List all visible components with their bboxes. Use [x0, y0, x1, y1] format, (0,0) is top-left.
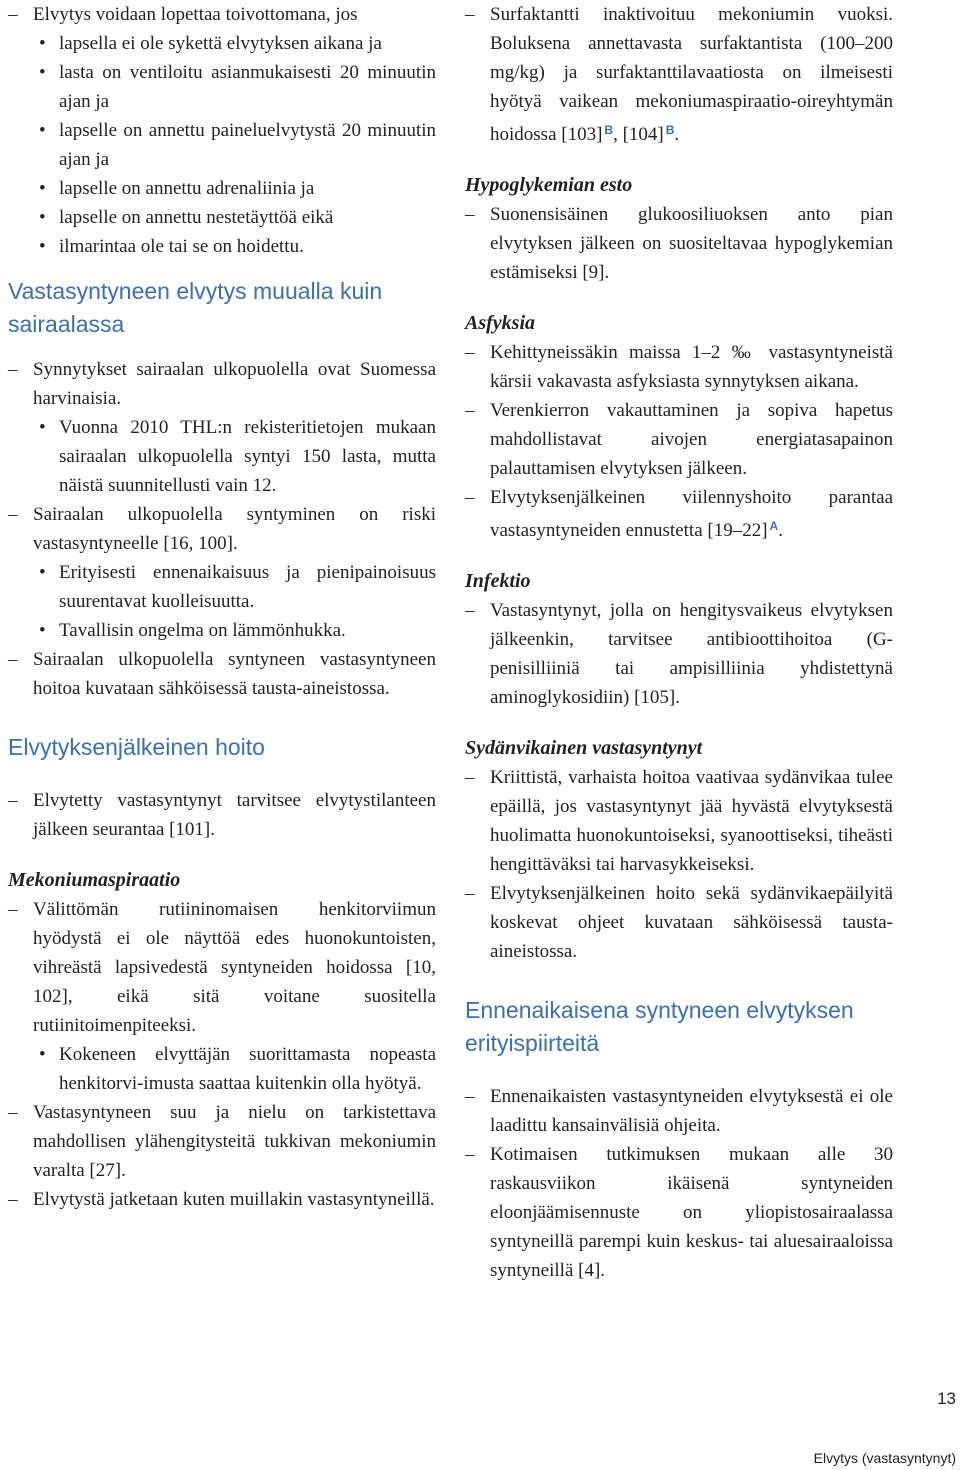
- dash-marker: –: [8, 4, 18, 25]
- right-column: [465, 0, 893, 1285]
- bullet-marker: •: [39, 178, 46, 199]
- list-item: [465, 200, 893, 287]
- bullet-item: [8, 29, 436, 58]
- left-column: [8, 0, 436, 1214]
- dash-marker: –: [465, 1144, 475, 1165]
- bullet-item: [8, 116, 436, 174]
- dash-marker: –: [465, 204, 475, 225]
- bullet-text: ilmarintaa ole tai se on hoidettu.: [59, 236, 304, 257]
- list-item: [465, 763, 893, 879]
- dash-marker: –: [8, 899, 18, 920]
- bullet-text: lapselle on annettu nestetäyttöä eikä: [59, 207, 334, 228]
- bullet-text: lapselle on annettu adrenaliinia ja: [59, 178, 315, 199]
- dash-marker: –: [465, 487, 475, 508]
- list-item: [465, 338, 893, 396]
- section-heading: Ennenaikaisena syntyneen elvytyksen erityispiirteitä: [465, 997, 854, 1056]
- dash-marker: –: [8, 790, 18, 811]
- bullet-marker: •: [39, 620, 46, 641]
- dash-marker: –: [465, 1086, 475, 1107]
- bullet-marker: •: [39, 562, 46, 583]
- dash-marker: –: [465, 400, 475, 421]
- dash-marker: –: [465, 767, 475, 788]
- list-item-text: Elvytystä jatketaan kuten muillakin vastasyntyneillä.: [33, 1189, 435, 1210]
- list-item-text-part: .: [778, 520, 783, 541]
- list-item-text: Kotimaisen tutkimuksen mukaan alle 30 raskausviikon ikäisenä syntyneiden eloonjäämisennuste on yliopistosairaalassa syntyneillä parempi kuin keskus- tai aluesairaaloissa syntyneillä [4].: [490, 1144, 893, 1281]
- list-item-text: Kriittistä, varhaista hoitoa vaativaa sydänvikaa tulee epäillä, jos vastasyntynyt jää hyvästä elvytyksestä huolimatta huonokuntoiseksi, syanoottiseksi, tiheästi hengittäväksi tai harvasykkeiseksi.: [490, 767, 893, 875]
- list-item: [465, 1140, 893, 1285]
- bullet-text: Kokeneen elvyttäjän suorittamasta nopeasta henkitorvi-imusta saattaa kuitenkin olla hyötyä.: [59, 1044, 436, 1094]
- list-item-text: Ennenaikaisten vastasyntyneiden elvytyksestä ei ole laadittu kansainvälisiä ohjeita.: [490, 1086, 893, 1136]
- bullet-marker: •: [39, 62, 46, 83]
- list-item-text: Vastasyntynyt, jolla on hengitysvaikeus elvytyksen jälkeenkin, tarvitsee antibioottihoitoa (G-penisilliiniä tai ampisilliinia yhdistettynä aminoglykosidiin) [105].: [490, 600, 893, 708]
- dash-marker: –: [465, 600, 475, 621]
- list-item: [8, 1098, 436, 1185]
- bullet-marker: •: [39, 1044, 46, 1065]
- list-item: [8, 0, 436, 29]
- evidence-grade-badge: B: [604, 123, 614, 137]
- evidence-grade-badge: A: [769, 519, 779, 533]
- list-item-text: Suonensisäinen glukoosiliuoksen anto pian elvytyksen jälkeen on suositeltavaa hypoglykemian estämiseksi [9].: [490, 204, 893, 283]
- bullet-item: [8, 232, 436, 261]
- footer-title: Elvytys (vastasyntynyt): [813, 1450, 956, 1466]
- list-item-text-part: .: [674, 124, 680, 145]
- section-heading: Vastasyntyneen elvytys muualla kuin sairaalassa: [8, 278, 383, 337]
- section-heading: Elvytyksenjälkeinen hoito: [8, 734, 265, 760]
- list-item-text: Vastasyntyneen suu ja nielu on tarkistettava mahdollisen ylähengitysteitä tukkivan mekoniumin varalta [27].: [33, 1102, 436, 1181]
- dash-marker: –: [465, 342, 475, 363]
- evidence-grade-badge: B: [665, 123, 675, 137]
- dash-marker: –: [8, 649, 18, 670]
- subheading: Mekoniumaspiraatio: [8, 869, 181, 891]
- list-item-text-part: , [104]: [613, 124, 664, 145]
- bullet-item: [8, 203, 436, 232]
- page-number: 13: [937, 1389, 956, 1408]
- bullet-text: Erityisesti ennenaikaisuus ja pienipainoisuus suurentavat kuolleisuutta.: [59, 562, 436, 612]
- bullet-item: [8, 1040, 436, 1098]
- bullet-marker: •: [39, 207, 46, 228]
- bullet-text: lapselle on annettu paineluelvytystä 20 minuutin ajan ja: [59, 120, 436, 170]
- list-item-text-part: Elvytyksenjälkeinen viilennyshoito parantaa vastasyntyneiden ennustetta [19–22]: [490, 487, 893, 541]
- list-item: [8, 355, 436, 413]
- list-item-text: [490, 0, 893, 149]
- list-item: [8, 1185, 436, 1214]
- list-item: [8, 645, 436, 703]
- bullet-item: [8, 58, 436, 116]
- dash-marker: –: [8, 1189, 18, 1210]
- bullet-item: [8, 413, 436, 500]
- list-item: [465, 1082, 893, 1140]
- bullet-marker: •: [39, 120, 46, 141]
- dash-marker: –: [8, 1102, 18, 1123]
- list-item-text: Sairaalan ulkopuolella syntyminen on riski vastasyntyneelle [16, 100].: [33, 504, 436, 554]
- bullet-text: lapsella ei ole sykettä elvytyksen aikana ja: [59, 33, 382, 54]
- bullet-marker: •: [39, 417, 46, 438]
- list-item-text: Kehittyneissäkin maissa 1–2 ‰ vastasyntyneistä kärsii vakavasta asfyksiasta synnytyksen aikana.: [490, 342, 893, 392]
- list-item: [8, 500, 436, 558]
- list-item-text-part: Surfaktantti inaktivoituu mekoniumin vuoksi. Boluksena annettavasta surfaktantista (100–200 mg/kg) ja surfaktanttilavaatiosta on ilmeisesti hyötyä vaikean mekoniumaspiraatio-oireyhtymän hoidossa [103]: [490, 4, 893, 145]
- list-item: [465, 596, 893, 712]
- bullet-marker: •: [39, 236, 46, 257]
- list-item-text: Elvytetty vastasyntynyt tarvitsee elvytystilanteen jälkeen seurantaa [101].: [33, 790, 436, 840]
- subheading: Hypoglykemian esto: [465, 174, 633, 196]
- bullet-text: lasta on ventiloitu asianmukaisesti 20 minuutin ajan ja: [59, 62, 436, 112]
- list-item-text: Synnytykset sairaalan ulkopuolella ovat Suomessa harvinaisia.: [33, 359, 436, 409]
- dash-marker: –: [465, 4, 475, 25]
- list-item-text: [490, 483, 893, 545]
- subheading: Infektio: [465, 570, 531, 592]
- list-item: [465, 879, 893, 966]
- list-item: [8, 895, 436, 1040]
- list-item-text: Sairaalan ulkopuolella syntyneen vastasyntyneen hoitoa kuvataan sähköisessä tausta-aineistossa.: [33, 649, 436, 699]
- subheading: Asfyksia: [465, 312, 535, 334]
- list-item: [465, 483, 893, 545]
- bullet-marker: •: [39, 33, 46, 54]
- bullet-item: [8, 616, 436, 645]
- bullet-item: [8, 174, 436, 203]
- list-item-text: Elvytyksenjälkeinen hoito sekä sydänvikaepäilyitä koskevat ohjeet kuvataan sähköisessä tausta-aineistossa.: [490, 883, 893, 962]
- list-item-text: Elvytys voidaan lopettaa toivottomana, jos: [33, 4, 358, 25]
- dash-marker: –: [8, 359, 18, 380]
- list-item: [8, 786, 436, 844]
- list-item-text: Välittömän rutiininomaisen henkitorviimun hyödystä ei ole näyttöä edes huonokuntoisten, vihreästä lapsivedestä syntyneiden hoidossa [10, 102], eikä sitä voitane suositella rutiinitoimenpiteeksi.: [33, 899, 436, 1036]
- list-item: [465, 0, 893, 149]
- list-item-text: Verenkierron vakauttaminen ja sopiva hapetus mahdollistavat aivojen energiatasapainon palauttamisen elvytyksen jälkeen.: [490, 400, 893, 479]
- bullet-item: [8, 558, 436, 616]
- bullet-text: Tavallisin ongelma on lämmönhukka.: [59, 620, 346, 641]
- bullet-text: Vuonna 2010 THL:n rekisteritietojen mukaan sairaalan ulkopuolella syntyi 150 lasta, mutta näistä suunnitellusti vain 12.: [59, 417, 436, 496]
- dash-marker: –: [465, 883, 475, 904]
- subheading: Sydänvikainen vastasyntynyt: [465, 737, 703, 759]
- dash-marker: –: [8, 504, 18, 525]
- list-item: [465, 396, 893, 483]
